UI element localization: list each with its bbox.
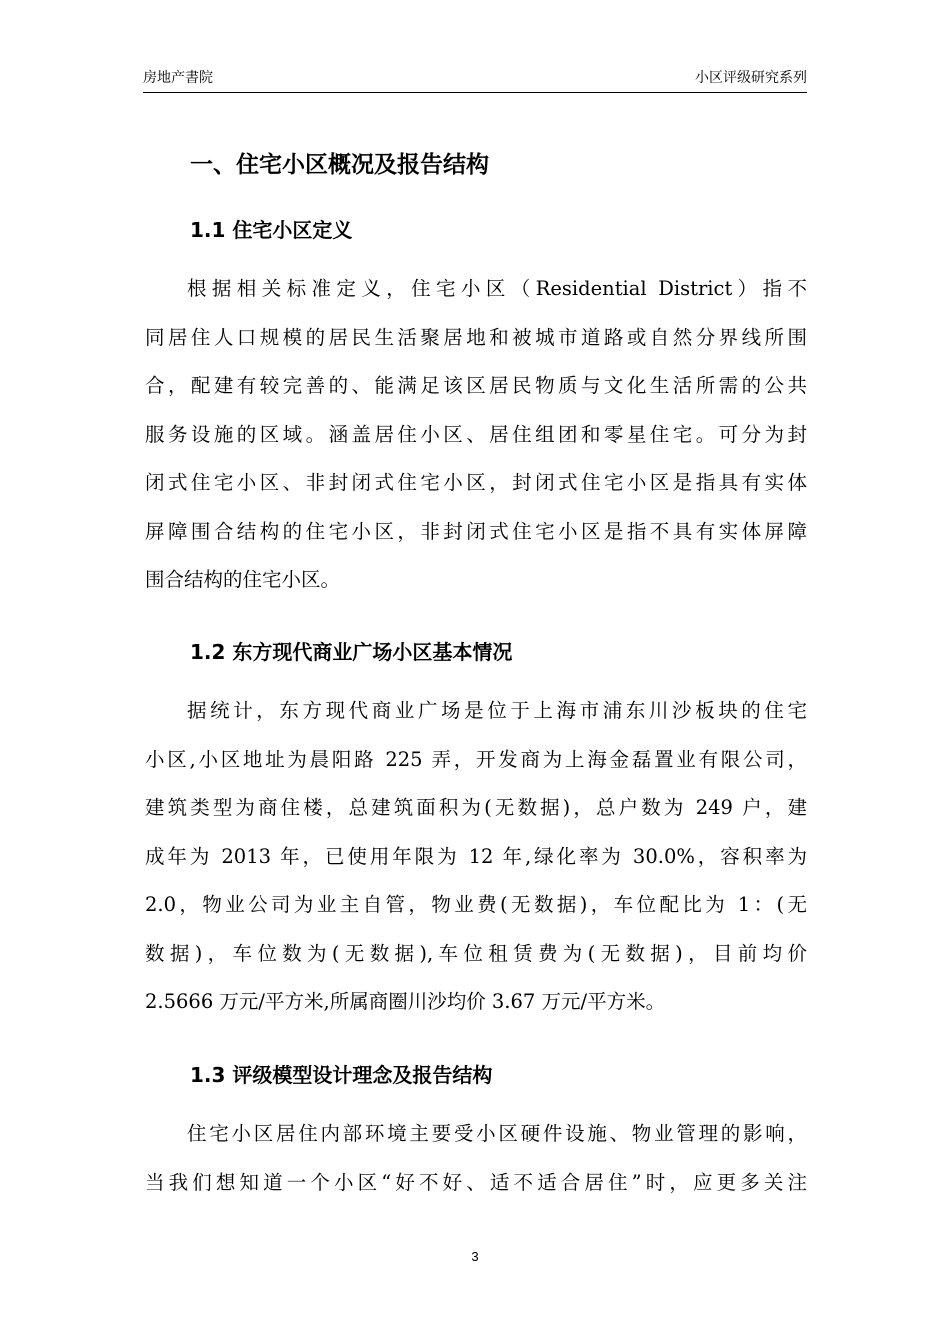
page-header: [143, 62, 807, 93]
paragraph-1-1: [145, 265, 807, 605]
paragraph-line: 2.5666 万元/平方米,所属商圈川沙均价 3.67 万元/平方米。: [145, 990, 666, 1013]
paragraph-line: 建筑类型为商住楼，总建筑面积为(无数据)，总户数为 249 户，建: [145, 796, 807, 819]
paragraph-line: 住宅小区居住内部环境主要受小区硬件设施、物业管理的影响，: [187, 1122, 807, 1145]
paragraph-line: 屏障围合结构的住宅小区，非封闭式住宅小区是指不具有实体屏障: [145, 519, 807, 543]
heading-1-1: 1.1 住宅小区定义: [190, 218, 353, 242]
paragraph-line: 成年为 2013 年，已使用年限为 12 年,绿化率为 30.0%，容积率为: [145, 844, 807, 868]
paragraph-line: 数据)，车位数为(无数据),车位租赁费为(无数据)，目前均价: [145, 941, 807, 965]
paragraph-line: 据统计，东方现代商业广场是位于上海市浦东川沙板块的住宅: [187, 699, 807, 722]
paragraph-line: 服务设施的区域。涵盖居住小区、居住组团和零星住宅。可分为封: [145, 422, 807, 446]
paragraph-1-3: [145, 1110, 807, 1207]
paragraph-line: 2.0，物业公司为业主自管，物业费(无数据)，车位配比为 1：(无: [145, 893, 807, 916]
paragraph-line: 合，配建有较完善的、能满足该区居民物质与文化生活所需的公共: [145, 374, 807, 397]
paragraph-line: 根据相关标准定义，住宅小区（Residential District）指不: [187, 277, 807, 300]
section-title: 一、住宅小区概况及报告结构: [190, 152, 489, 178]
heading-1-2: 1.2 东方现代商业广场小区基本情况: [190, 640, 513, 664]
paragraph-line: 小区,小区地址为晨阳路 225 弄，开发商为上海金磊置业有限公司，: [145, 747, 807, 771]
heading-1-3: 1.3 评级模型设计理念及报告结构: [190, 1063, 493, 1087]
paragraph-line: 同居住人口规模的居民生活聚居地和被城市道路或自然分界线所围: [145, 325, 807, 349]
paragraph-line: 当我们想知道一个小区“好不好、适不适合居住”时，应更多关注: [145, 1170, 807, 1194]
paragraph-1-2: [145, 687, 807, 1027]
header-series-title: 小区评级研究系列: [695, 70, 807, 86]
header-publisher: 房地产書院: [143, 70, 213, 86]
page-number: 3: [471, 1249, 479, 1264]
paragraph-line: 闭式住宅小区、非封闭式住宅小区，封闭式住宅小区是指具有实体: [145, 471, 807, 494]
paragraph-line: 围合结构的住宅小区。: [145, 568, 341, 591]
